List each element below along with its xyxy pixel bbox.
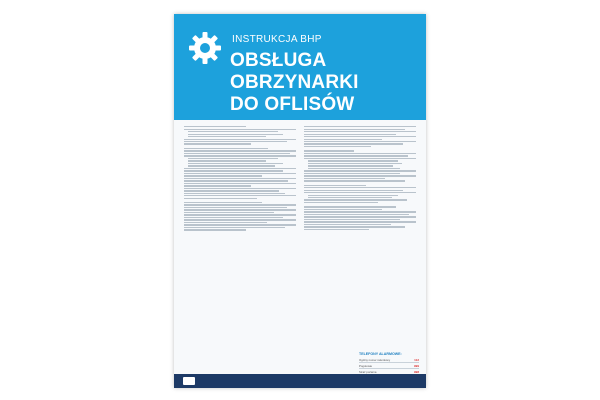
text-section [304,126,416,147]
poster-footer [174,374,426,388]
publisher-logo [183,377,195,385]
phones-title: TELEFONY ALARMOWE: [359,352,402,356]
gear-icon [187,30,223,66]
text-section [184,202,296,231]
safety-instruction-poster [174,14,426,388]
text-section [184,148,296,199]
poster-body-text [184,125,416,377]
phone-number: 998 [413,369,419,374]
phone-label: Straż pożarna [359,369,377,374]
phone-label: Pogotowie [359,363,373,368]
poster-title [230,50,426,116]
phone-label: Ogólny numer ratunkowy [359,357,391,362]
title-line-1: OBSŁUGA OBRZYNARKI [230,50,359,93]
title-line-2: DO OFLISÓW [230,94,355,115]
text-section [184,126,296,145]
phone-number: 999 [413,363,419,368]
right-column [304,125,416,233]
text-section [304,185,416,204]
poster-kicker: INSTRUKCJA BHP [232,34,322,45]
phone-number: 112 [414,357,419,362]
poster-header [174,14,426,120]
text-section [304,206,416,230]
left-column [184,125,296,234]
text-section [304,150,416,181]
